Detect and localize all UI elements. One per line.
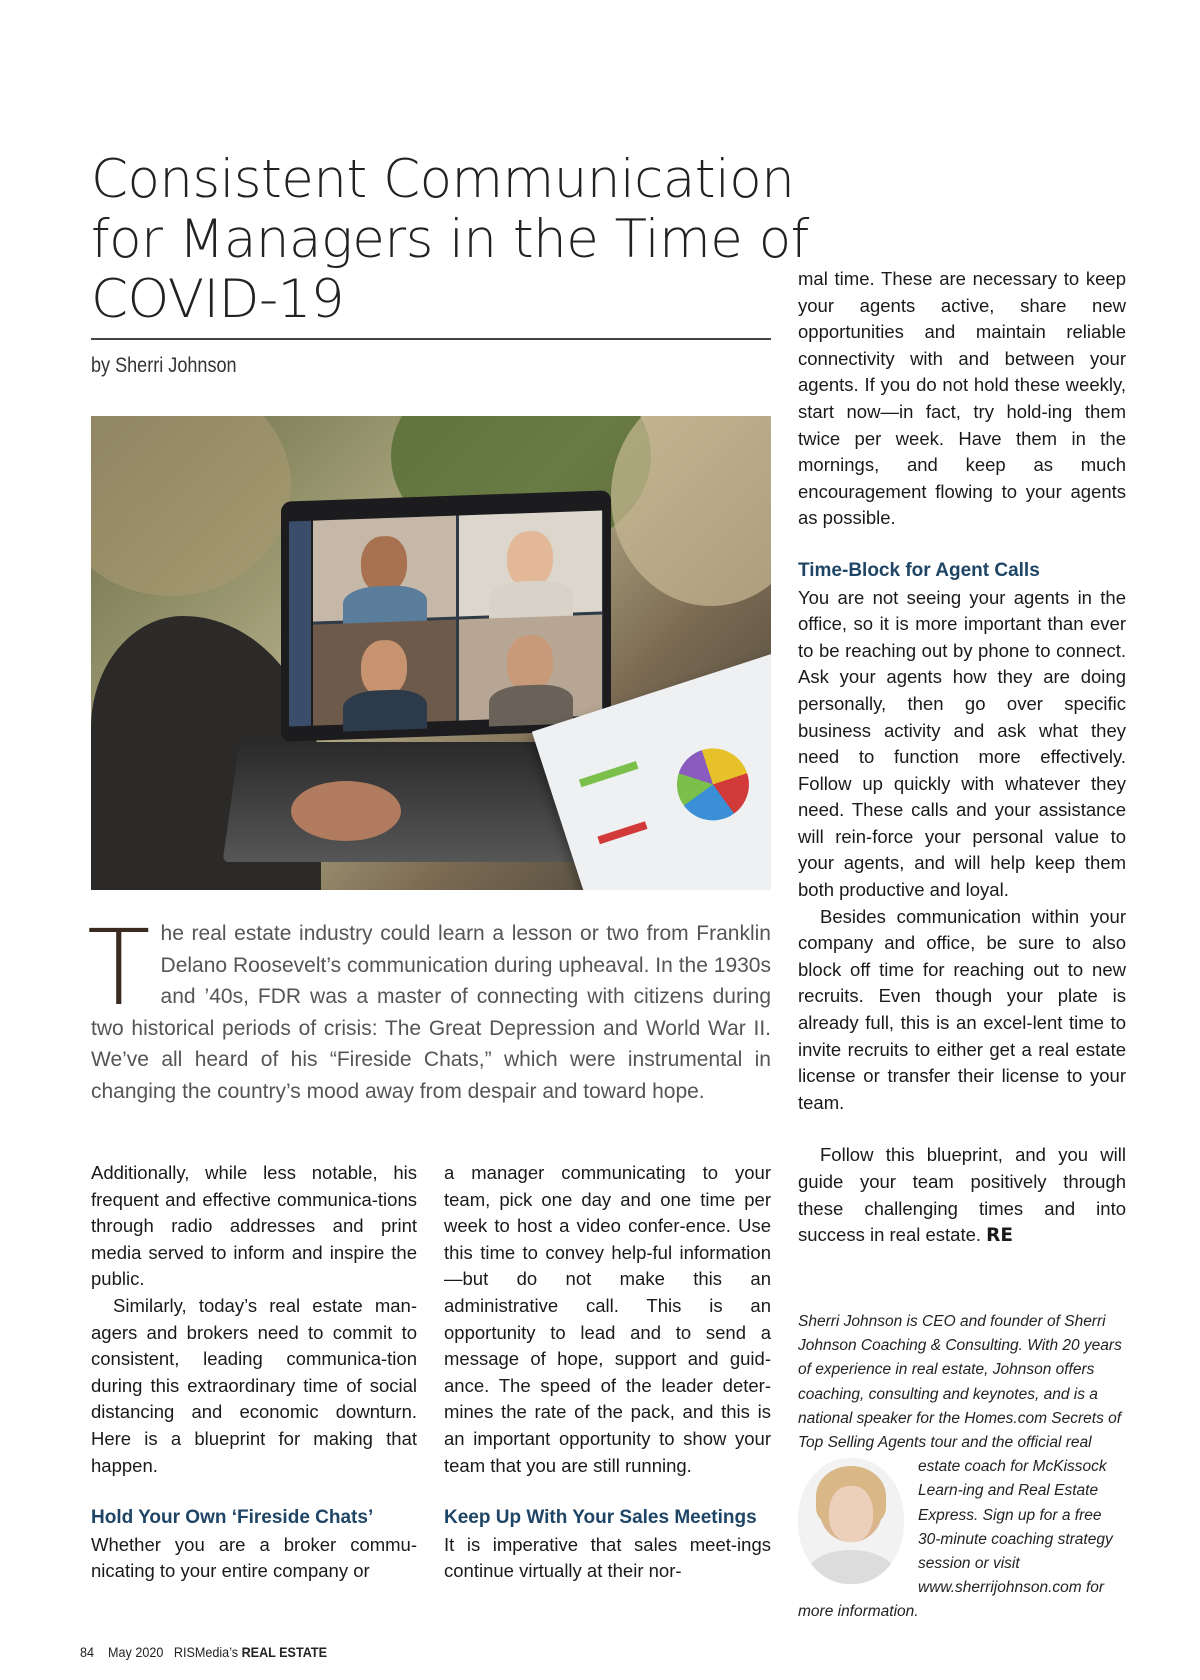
- drop-cap: T: [87, 907, 151, 1029]
- page-footer: [80, 1644, 327, 1660]
- body-column-1: [91, 1160, 417, 1585]
- paragraph: You are not seeing your agents in the office, so it is more important than ever to be reaching out by phone to connect. Ask your agents how they are doing personally, then go over specific business activity and ask what they need to function more effectively. Follow up quickly with whatever they need. These calls and your assistance will rein-force your personal value to your agents, and will help keep them both productive and loyal.: [798, 586, 1126, 901]
- paragraph: It is imperative that sales meet-ings continue virtually at their nor-: [444, 1533, 771, 1582]
- end-mark: RE: [986, 1225, 1014, 1247]
- subhead-sales-meetings: Keep Up With Your Sales Meetings: [444, 1507, 757, 1529]
- author-photo-wrap: [798, 1456, 918, 1584]
- title-line-3: COVID-19: [91, 269, 345, 330]
- subhead-fireside-chats: Hold Your Own ‘Fireside Chats’: [91, 1507, 374, 1529]
- title-line-1: Consistent Communication: [91, 149, 795, 210]
- author-bio-text: [798, 1310, 1126, 1625]
- byline: by Sherri Johnson: [91, 354, 237, 377]
- page-number: 84: [80, 1644, 95, 1660]
- subhead-time-block: Time-Block for Agent Calls: [798, 559, 1040, 581]
- closing-paragraph: Follow this blueprint, and you will guide your team positively through these challenging times and into success in real estate. RE: [798, 1144, 1126, 1247]
- paragraph: mal time. These are necessary to keep your agents active, share new opportunities and maintain reliable connectivity with and between your agents. If you do not hold these weekly, start now—in fact, try hold-ing them twice per week. Have them in the mornings, and keep as much encouragement flowing to your agents as possible.: [798, 268, 1126, 529]
- paragraph: Whether you are a broker commu-nicating to your entire company or: [91, 1533, 417, 1582]
- paragraph: Additionally, while less notable, his frequent and effective communica-tions through radio addresses and print media served to inform and inspire the public.: [91, 1162, 417, 1290]
- bio-text: Sherri Johnson is CEO and founder of Sherri Johnson Coaching & Consulting. With 20 years of experience in real estate, Johnson offers coaching, consulting and keynotes, and is a national speaker for the Homes.com Secrets of Top Selling Agents tour and the official real estate coach for McKissock Learn-ing and Real Estate Express. Sign up for a free 30-minute coaching strategy session or visit www.sherrijohnson.com for more information.: [798, 1313, 1122, 1621]
- paragraph: Besides communication within your company and office, be sure to also block off time for reaching out to new recruits. Even though your plate is already full, this is an excel-lent time to invite recruits to either get a real estate license or transfer their license to your team.: [798, 905, 1126, 1113]
- magazine-name: REAL ESTATE: [241, 1644, 327, 1660]
- body-column-2: [444, 1160, 771, 1585]
- body-column-3: [798, 266, 1126, 1250]
- article-title: [91, 149, 809, 330]
- issue-date: May 2020: [108, 1644, 164, 1660]
- article-photo-video-conference: [91, 416, 771, 890]
- laptop-screen: [281, 490, 611, 742]
- paragraph: a manager communicating to your team, pick one day and one time per week to host a video confer-ence. Use this time to convey help-ful information—but do not make this an administrative call. This is an opportunity to lead and to send a message of hope, support and guid-ance. The speed of the leader deter-mines the rate of the pack, and this is an important opportunity to show your team that you are still running.: [444, 1162, 771, 1476]
- intro-paragraph: [87, 907, 771, 1107]
- intro-text: he real estate industry could learn a lesson or two from Franklin Delano Roosevelt’s communication during upheaval. In the 1930s and ’40s, FDR was a master of connecting with citizens during two historical periods of crisis: The Great Depression and World War II. We’ve all heard of his “Fireside Chats,” which were instrumental in changing the country’s mood away from despair and toward hope.: [91, 922, 771, 1103]
- publication-name: RISMedia’s: [173, 1644, 239, 1660]
- title-line-2: for Managers in the Time of: [91, 209, 809, 270]
- paragraph: Similarly, today’s real estate man-agers and brokers need to commit to consistent, leading communica-tion during this extraordinary time of social distancing and economic downturn. Here is a blueprint for making that happen.: [91, 1294, 417, 1476]
- author-photo: [798, 1458, 904, 1584]
- title-divider: [91, 338, 771, 340]
